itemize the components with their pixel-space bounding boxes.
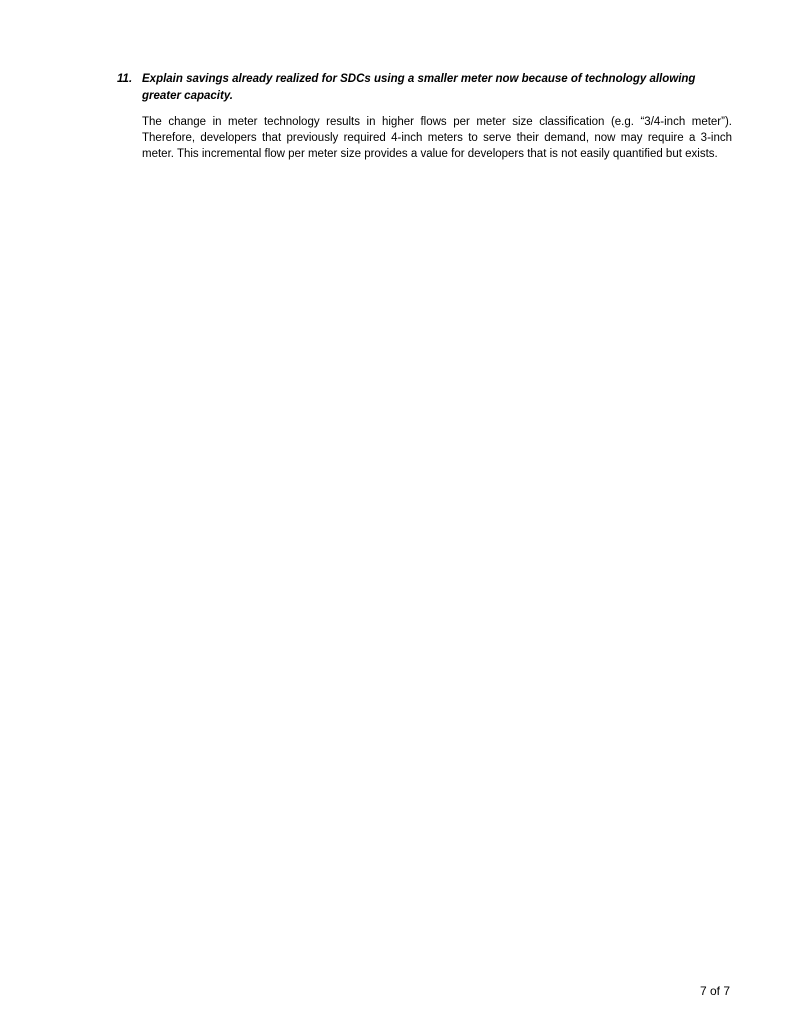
page-number: 7 of 7 xyxy=(699,984,730,998)
question-11 xyxy=(117,71,737,162)
question-heading-text: Explain savings already realized for SDCs using a smaller meter now because of technology allowing greater capacity. xyxy=(142,73,696,102)
question-number: 11. xyxy=(117,73,133,85)
answer-paragraph: The change in meter technology results in higher flows per meter size classification (e.g. “3/4-inch meter”). Therefore, developers that previously required 4-inch meters to serve their demand, now may require a 3-inch meter. This incremental flow per meter size provides a value for developers that is not easily quantified but exists. xyxy=(142,116,732,160)
question-heading xyxy=(117,71,737,105)
